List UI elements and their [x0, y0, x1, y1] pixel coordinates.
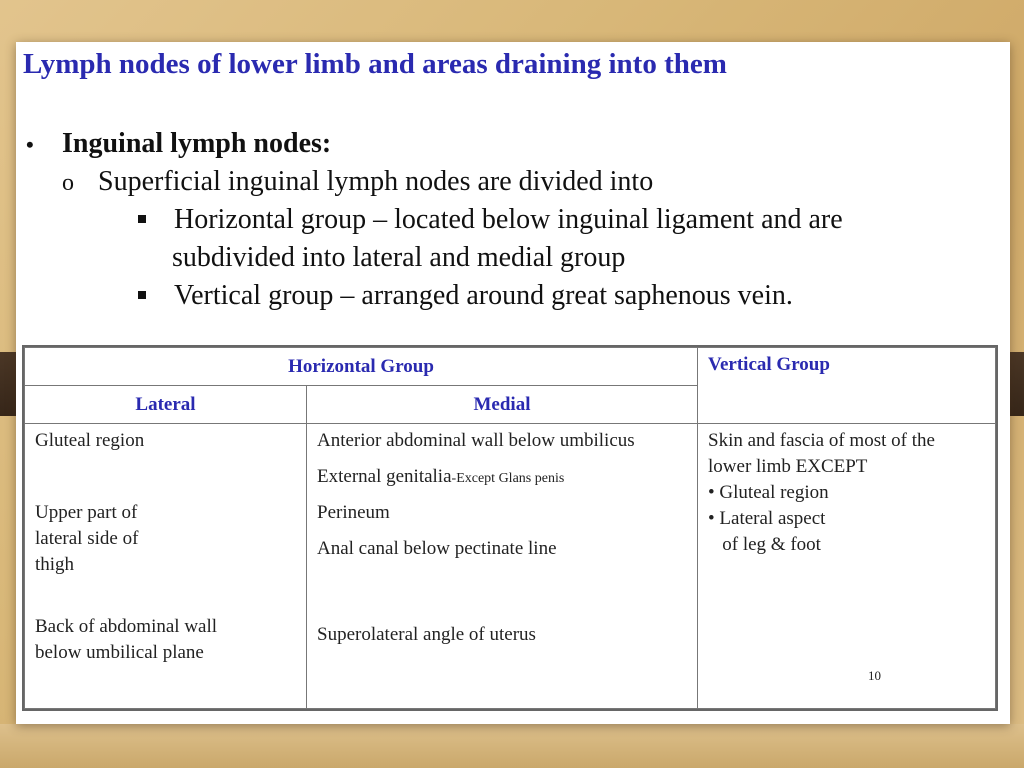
vertical-item: Skin and fascia of most of the	[708, 430, 935, 451]
bullet-horizontal-group	[136, 204, 843, 236]
vertical-item: of leg & foot	[708, 534, 821, 555]
background-strip	[0, 724, 1024, 768]
bullet-square-icon	[138, 291, 146, 299]
lateral-item: below umbilical plane	[35, 642, 204, 663]
header-medial: Medial	[307, 386, 698, 424]
horizontal-group-text-2: subdivided into lateral and medial group	[172, 242, 626, 273]
bullet-list	[16, 42, 1010, 342]
page-number: 10	[868, 668, 881, 683]
bullet-dot-icon: •	[26, 132, 34, 157]
bullet-horizontal-group-cont	[172, 242, 625, 274]
vertical-item: • Lateral aspect	[708, 508, 826, 529]
bullet-circle-icon: o	[62, 170, 74, 196]
medial-item: External genitalia	[317, 466, 452, 487]
medial-item: Superolateral angle of uterus	[317, 624, 536, 645]
bullet-vertical-group	[136, 280, 793, 312]
bullet-square-icon	[138, 215, 146, 223]
vertical-group-text: Vertical group – arranged around great saphenous vein.	[174, 280, 793, 311]
bullet-subheading: Superficial inguinal lymph nodes are divided into	[98, 166, 654, 197]
medial-item: Perineum	[317, 502, 390, 523]
header-horizontal-group: Horizontal Group	[25, 348, 698, 386]
medial-cell	[307, 424, 698, 709]
lateral-item: lateral side of	[35, 528, 139, 549]
lateral-item: Gluteal region	[35, 430, 145, 451]
bullet-superficial	[62, 166, 653, 198]
slide	[16, 42, 1010, 724]
vertical-cell	[698, 424, 996, 709]
medial-item: Anal canal below pectinate line	[317, 538, 557, 559]
bullet-inguinal	[26, 128, 331, 160]
lateral-cell	[25, 424, 307, 709]
bullet-heading: Inguinal lymph nodes:	[62, 128, 332, 159]
vertical-item: lower limb EXCEPT	[708, 456, 868, 477]
horizontal-group-text-1: Horizontal group – located below inguinal ligament and are	[174, 204, 843, 235]
lateral-item: Back of abdominal wall	[35, 616, 218, 637]
medial-note: -Except Glans penis	[451, 471, 565, 486]
medial-item-row	[317, 464, 564, 492]
header-vertical-group: Vertical Group	[698, 348, 996, 424]
header-lateral: Lateral	[25, 386, 307, 424]
lateral-item: Upper part of	[35, 502, 138, 523]
vertical-item: • Gluteal region	[708, 482, 829, 503]
medial-item: Anterior abdominal wall below umbilicus	[317, 430, 635, 451]
lymph-table	[22, 345, 998, 711]
slide-title: Lymph nodes of lower limb and areas draining into them	[23, 48, 727, 80]
lateral-item: thigh	[35, 554, 75, 575]
